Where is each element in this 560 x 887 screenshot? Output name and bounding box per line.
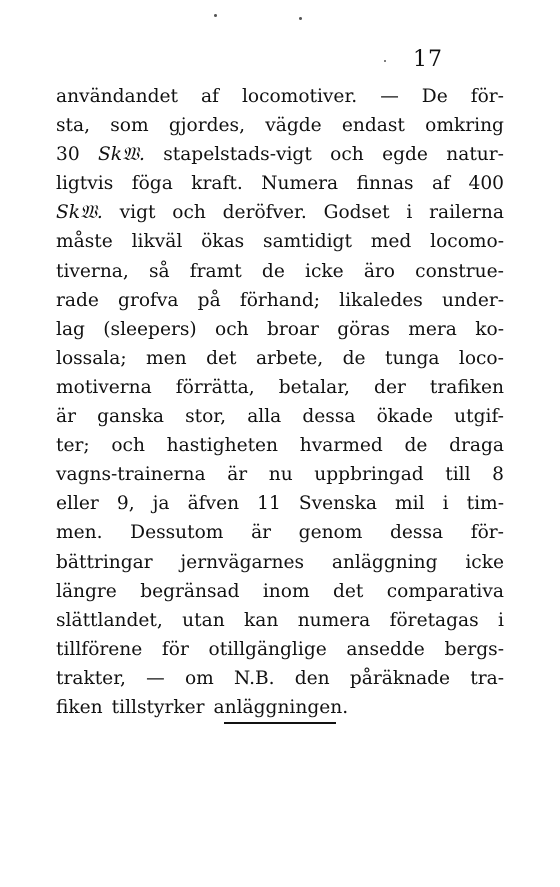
text-word: men.: [56, 522, 103, 544]
text-word: Dessutom: [130, 522, 224, 544]
text-word: numera: [297, 609, 371, 631]
text-word: alla: [247, 406, 282, 428]
text-line: [56, 315, 504, 344]
text-word: påräknade: [349, 667, 451, 689]
text-word: inom: [262, 580, 310, 602]
text-word: —: [146, 667, 165, 689]
text-word: lag: [56, 318, 85, 340]
text-word: uppbringad: [314, 464, 424, 486]
text-word: den: [294, 667, 330, 689]
text-word: anläggning: [331, 551, 438, 573]
text-word: ko-: [475, 318, 504, 340]
text-word: begränsad: [140, 580, 240, 602]
text-word: construe-: [415, 260, 504, 282]
text-word: locomotiver.: [241, 86, 358, 107]
text-line: [56, 140, 504, 169]
text-word: bättringar: [56, 551, 153, 573]
text-word: företagas: [389, 609, 479, 631]
text-word: finnas: [356, 173, 414, 195]
text-word: göras: [337, 318, 390, 340]
text-word: som: [110, 115, 149, 137]
text-line: [56, 489, 504, 518]
text-word: af: [200, 86, 219, 107]
text-word: lossala;: [56, 347, 127, 369]
text-line: [56, 431, 504, 460]
text-word: dessa: [302, 406, 356, 428]
text-line: [56, 286, 504, 315]
text-word: är: [251, 522, 272, 544]
text-word: omkring: [425, 115, 504, 137]
text-word: likaledes: [339, 289, 423, 311]
text-word: tim-: [466, 493, 504, 515]
text-line: [56, 257, 504, 286]
text-word: i: [406, 202, 413, 224]
text-word: natur-: [446, 144, 504, 166]
text-word: broar: [266, 318, 319, 340]
text-word: och: [330, 144, 364, 166]
text-word: med: [370, 231, 412, 253]
text-word: längre: [56, 580, 117, 602]
text-word: föga: [131, 173, 173, 195]
text-word: otillgänglige: [208, 638, 327, 660]
text-word: anläggningen.: [213, 696, 349, 718]
text-word: tillstyrker: [111, 696, 205, 718]
text-word: ter;: [56, 435, 90, 457]
text-line: [56, 693, 504, 722]
text-word: icke: [305, 260, 344, 282]
text-word: 11: [257, 493, 281, 515]
text-word: der: [374, 376, 406, 398]
text-word: om: [184, 667, 214, 689]
text-word: likväl: [131, 231, 183, 253]
body-text: [56, 82, 504, 722]
text-word: 30: [56, 144, 80, 166]
text-word: dessa: [390, 522, 444, 544]
text-word: för: [161, 638, 189, 660]
text-word: och: [172, 202, 206, 224]
text-word: railerna: [429, 202, 504, 224]
text-word: deröfver.: [222, 202, 307, 224]
text-word: arbete,: [255, 347, 324, 369]
text-word: 9,: [116, 493, 135, 515]
text-word: men: [146, 347, 187, 369]
text-word: äro: [363, 260, 395, 282]
text-word: rade: [56, 289, 99, 311]
text-line: [56, 460, 504, 489]
text-word: samtidigt: [263, 231, 352, 253]
text-word: tra-: [470, 667, 504, 689]
text-line: [56, 664, 504, 693]
text-word: under-: [441, 289, 504, 311]
text-word: ökas: [201, 231, 245, 253]
text-word: (sleepers): [103, 318, 197, 340]
text-word: endast: [341, 115, 405, 137]
text-line: [56, 402, 504, 431]
text-word: för-: [470, 522, 504, 544]
text-word: utan: [182, 609, 225, 631]
text-word: Sk𝔚.: [98, 144, 145, 166]
text-word: mera: [408, 318, 457, 340]
text-word: locomo-: [430, 231, 504, 253]
text-word: genom: [298, 522, 363, 544]
text-line: [56, 82, 504, 111]
text-word: fiken: [56, 696, 103, 718]
text-word: Godset: [323, 202, 390, 224]
text-word: jernvägarnes: [180, 551, 305, 573]
text-word: förrätta,: [175, 376, 255, 398]
text-line: [56, 227, 504, 256]
text-word: 8: [492, 464, 504, 486]
text-word: det: [332, 580, 364, 602]
text-line: [56, 518, 504, 547]
text-word: är: [227, 464, 248, 486]
text-word: —: [380, 86, 399, 107]
text-line: [56, 548, 504, 577]
text-word: äfven: [187, 493, 240, 515]
text-word: tiverna,: [56, 260, 129, 282]
text-word: kraft.: [191, 173, 243, 195]
text-word: mil: [395, 493, 425, 515]
text-word: stor,: [185, 406, 227, 428]
text-line: [56, 198, 504, 227]
text-word: vigt: [119, 202, 156, 224]
text-word: ökade: [376, 406, 434, 428]
text-word: framt: [189, 260, 242, 282]
text-line: [56, 606, 504, 635]
text-line: [56, 635, 504, 664]
text-word: i: [498, 609, 504, 631]
text-word: De: [421, 86, 448, 107]
text-word: tunga: [385, 347, 440, 369]
text-word: sta,: [56, 115, 91, 137]
closing-rule: [224, 722, 336, 724]
text-word: måste: [56, 231, 113, 253]
text-word: det: [206, 347, 237, 369]
text-word: på: [197, 289, 221, 311]
text-line: [56, 373, 504, 402]
text-word: de: [342, 347, 366, 369]
text-word: till: [445, 464, 471, 486]
text-word: kan: [244, 609, 279, 631]
text-word: Svenska: [298, 493, 377, 515]
text-word: gjordes,: [168, 115, 245, 137]
text-word: egde: [382, 144, 428, 166]
text-word: i: [442, 493, 449, 515]
text-word: ligtvis: [56, 173, 114, 195]
text-line: [56, 111, 504, 140]
text-word: eller: [56, 493, 99, 515]
text-word: N.B.: [233, 667, 275, 689]
text-word: motiverna: [56, 376, 152, 398]
text-word: tillförene: [56, 638, 143, 660]
text-word: utgif-: [454, 406, 504, 428]
text-word: de: [404, 435, 428, 457]
text-word: slättlandet,: [56, 609, 163, 631]
text-word: är: [56, 406, 76, 428]
text-word: 400: [468, 173, 504, 195]
paper-speck: [299, 17, 302, 20]
text-word: loco-: [458, 347, 504, 369]
page-number: 17: [413, 47, 443, 72]
text-word: bergs-: [444, 638, 504, 660]
text-word: så: [148, 260, 170, 282]
text-word: icke: [465, 551, 504, 573]
text-word: draga: [449, 435, 504, 457]
text-word: af: [432, 173, 451, 195]
text-word: ganska: [97, 406, 164, 428]
text-line: [56, 577, 504, 606]
text-word: stapelstads-vigt: [163, 144, 312, 166]
text-word: hastigheten: [166, 435, 279, 457]
text-word: betalar,: [278, 376, 350, 398]
text-word: Sk𝔚.: [56, 202, 103, 224]
paper-speck: [214, 14, 217, 17]
text-word: användandet: [56, 86, 178, 107]
text-word: förhand;: [239, 289, 320, 311]
text-word: de: [261, 260, 285, 282]
paper-speck: [384, 60, 386, 62]
text-word: hvarmed: [299, 435, 383, 457]
text-word: Numera: [261, 173, 339, 195]
text-word: vägde: [265, 115, 322, 137]
text-word: nu: [268, 464, 293, 486]
text-line: [56, 169, 504, 198]
text-word: ansedde: [346, 638, 425, 660]
text-line: [56, 344, 504, 373]
text-word: och: [111, 435, 145, 457]
text-word: comparativa: [386, 580, 504, 602]
text-word: ja: [152, 493, 170, 515]
text-word: grofva: [118, 289, 179, 311]
text-word: för-: [470, 86, 504, 107]
text-word: trafiken: [429, 376, 504, 398]
text-word: vagns-trainerna: [56, 464, 206, 486]
text-word: trakter,: [56, 667, 126, 689]
text-word: och: [215, 318, 249, 340]
